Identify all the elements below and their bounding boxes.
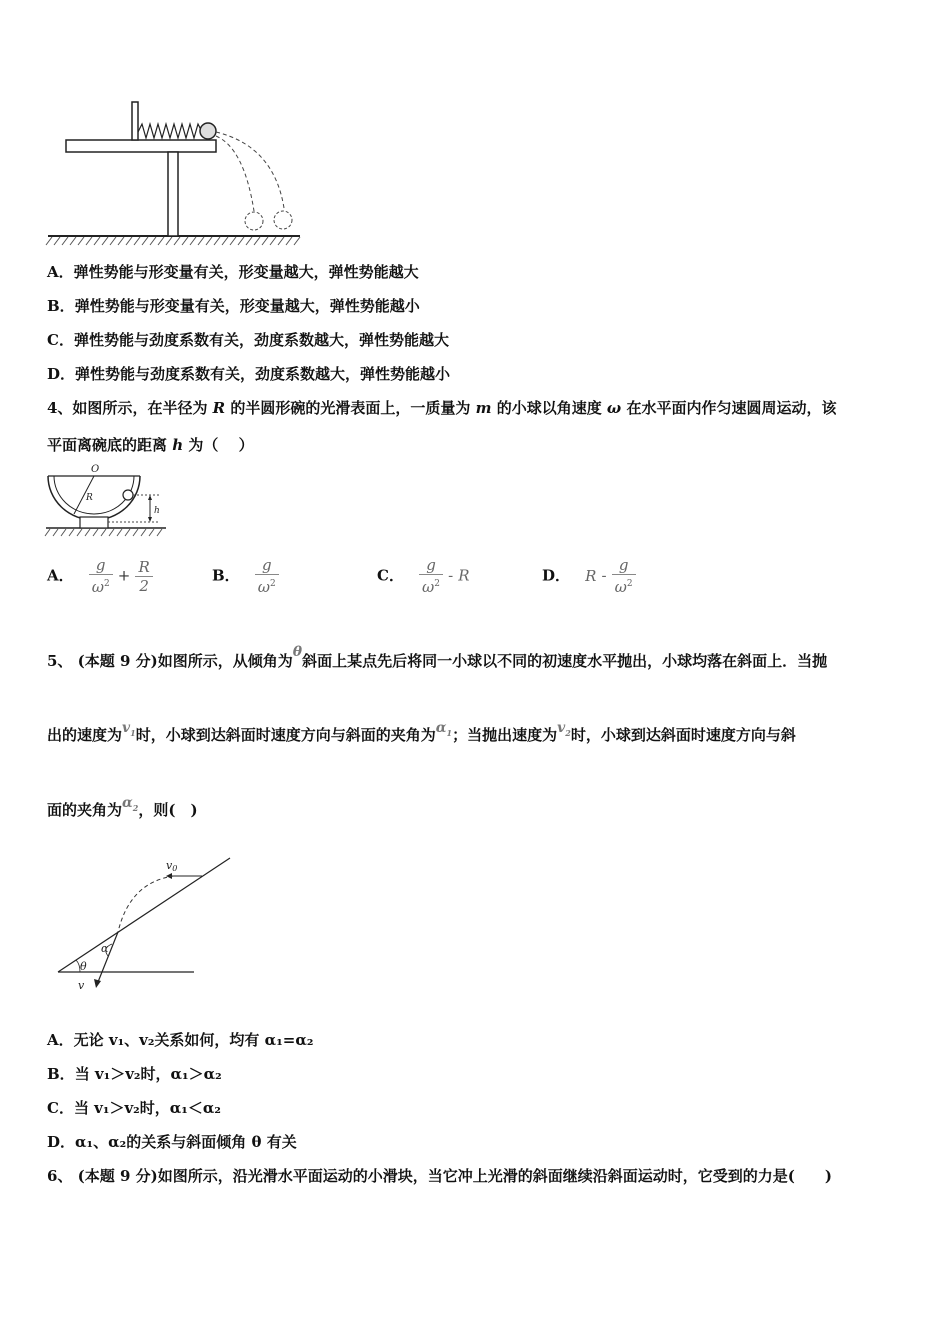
q5-option-d[interactable]: D．α₁、α₂的关系与斜面倾角 θ 有关 [47,1133,297,1151]
svg-text:v: v [78,979,85,992]
svg-text:O: O [91,464,100,475]
option-text: 弹性势能与形变量有关，形变量越大，弹性势能越小 [74,297,420,315]
svg-text:R: R [86,493,93,503]
q3-option-b[interactable] [47,295,420,316]
fraction-g-over-omega2: $\frac{g}{\omega^2}$ [612,556,636,596]
option-label: C． [47,331,74,349]
option-label: B． [47,297,75,315]
fraction-g-over-omega2: $\frac{g}{\omega^2}$ [255,556,279,596]
q5-stem-line2: 出的速度为$v_1$时，小球到达斜面时速度方向与斜面的夹角为$\alpha_1$；当抛出速度为$v_2$时，小球到达斜面时速度方向与斜 [47,720,796,744]
q4-option-b[interactable]: B． $\frac{g}{\omega^2}$ [212,556,279,596]
q4-stem-line1: 4、如图所示，在半径为 R 的半圆形碗的光滑表面上，一质量为 m 的小球以角速度 ω 在水平面内作匀速圆周运动，该 [47,399,837,417]
q5-stem-line1: 5、 (本题 9 分)如图所示，从倾角为θ斜面上某点先后将同一小球以不同的初速度水平抛出，小球均落在斜面上．当抛 [47,644,828,670]
q3-option-c[interactable] [47,329,449,350]
q4-option-a[interactable]: A． $\frac{g}{\omega^2}$ + $\frac{R}{2}$ [47,556,153,596]
fraction-r-over-2: $\frac{R}{2}$ [135,558,152,595]
incline-figure [50,852,240,994]
q4-option-c[interactable]: C． $\frac{g}{\omega^2}$ - R [377,556,470,596]
fraction-g-over-omega2: $\frac{g}{\omega^2}$ [419,556,443,596]
option-label: A． [47,263,74,281]
q5-option-c[interactable]: C．当 v₁＞v₂时，α₁＜α₂ [47,1099,221,1117]
q4-stem-line2: 平面离碗底的距离 h 为（ ） [47,436,254,454]
q5-stem-line3: 面的夹角为$\alpha_2$，则( ) [47,795,198,819]
svg-text:α: α [101,942,109,955]
q5-option-a[interactable]: A．无论 v₁、v₂关系如何，均有 α₁=α₂ [47,1031,314,1049]
bowl-figure [44,462,174,540]
option-label: D． [47,365,76,383]
option-text: 弹性势能与形变量有关，形变量越大，弹性势能越大 [73,263,419,281]
q3-option-d[interactable] [47,363,450,384]
fraction-g-over-omega2: $\frac{g}{\omega^2}$ [89,556,113,596]
q3-option-a[interactable] [47,261,419,282]
spring-table-figure [44,96,304,248]
q6-stem: 6、 (本题 9 分)如图所示，沿光滑水平面运动的小滑块，当它冲上光滑的斜面继续沿斜面运动时，它受到的力是( ) [47,1167,832,1185]
q5-option-b[interactable]: B．当 v₁＞v₂时，α₁＞α₂ [47,1065,222,1083]
q4-option-d[interactable]: D． R - $\frac{g}{\omega^2}$ [542,556,636,596]
option-text: 弹性势能与劲度系数有关，劲度系数越大，弹性势能越大 [73,331,449,349]
svg-text:h: h [154,506,160,516]
option-text: 弹性势能与劲度系数有关，劲度系数越大，弹性势能越小 [75,365,451,383]
svg-text:θ: θ [80,960,87,973]
svg-text:v0: v0 [166,859,178,873]
